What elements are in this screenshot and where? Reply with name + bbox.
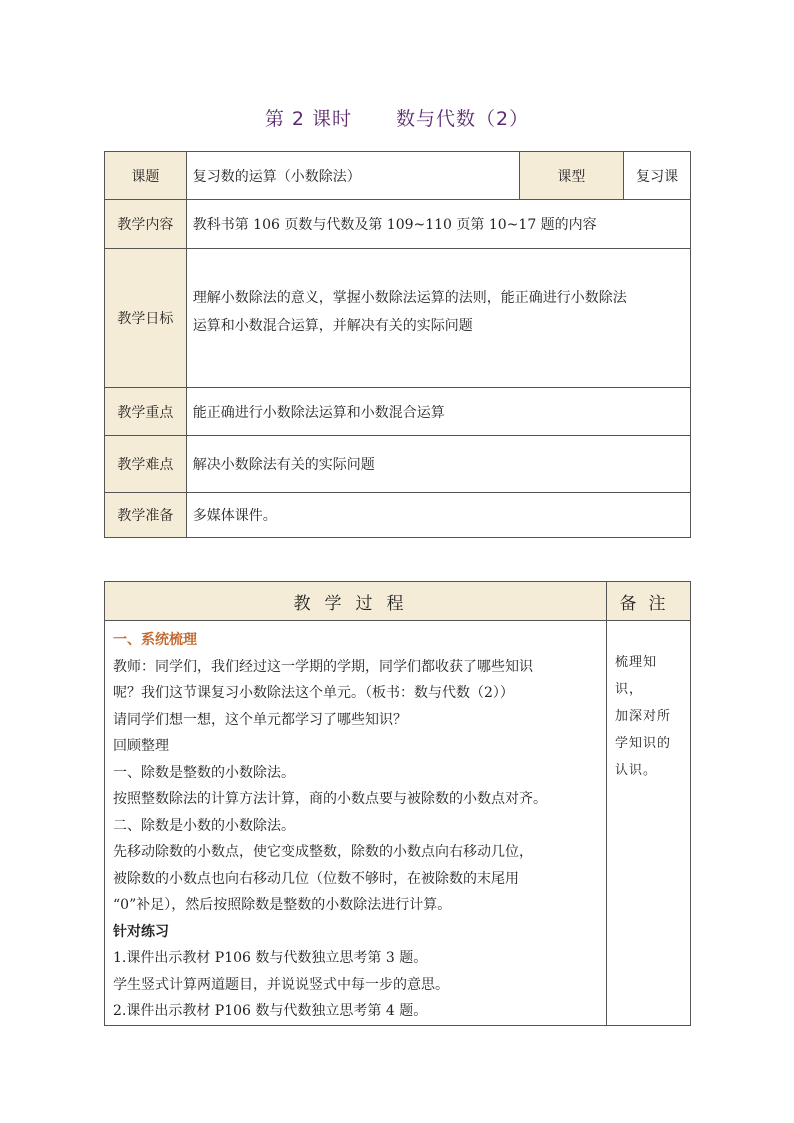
type-value: 复习课 xyxy=(624,152,691,200)
key-label: 教学重点 xyxy=(105,388,187,436)
key-row xyxy=(105,388,691,436)
goal-line: 理解小数除法的意义，掌握小数除法运算的法则，能正确进行小数除法 xyxy=(192,290,627,306)
process-line: 回顾整理 xyxy=(113,738,169,754)
process-line: 被除数的小数点也向右移动几位（位数不够时，在被除数的末尾用 xyxy=(113,870,519,887)
key-value: 能正确进行小数除法运算和小数混合运算 xyxy=(186,388,690,436)
process-line: 先移动除数的小数点，使它变成整数，除数的小数点向右移动几位， xyxy=(113,844,533,860)
process-header: 教学过程 xyxy=(105,582,607,621)
process-line: 二、除数是小数的小数除法。 xyxy=(113,817,295,834)
content-value: 教科书第 106 页数与代数及第 109~110 页第 10~17 题的内容 xyxy=(186,200,690,249)
prep-value: 多媒体课件。 xyxy=(186,493,690,538)
topic-label: 课题 xyxy=(105,152,187,200)
topic-row xyxy=(105,152,691,200)
content-label: 教学内容 xyxy=(105,200,187,249)
difficulty-value: 解决小数除法有关的实际问题 xyxy=(186,436,690,493)
goal-value xyxy=(186,249,690,388)
goal-line: 运算和小数混合运算，并解决有关的实际问题 xyxy=(192,318,473,334)
content-row xyxy=(105,200,691,249)
note-line: 梳理知识， xyxy=(615,655,658,697)
lesson-info-table xyxy=(104,151,691,538)
prep-row xyxy=(105,493,691,538)
topic-value: 复习数的运算（小数除法） xyxy=(186,152,519,200)
lesson-number: 第 2 课时 xyxy=(264,108,353,130)
practice-line: 学生竖式计算两道题目，并说说竖式中每一步的意思。 xyxy=(113,976,449,993)
process-line: 呢？我们这节课复习小数除法这个单元。（板书：数与代数（2）） xyxy=(113,685,514,701)
process-body-row xyxy=(105,621,691,1026)
page-title xyxy=(0,104,794,131)
lesson-topic: 数与代数（2） xyxy=(396,108,530,130)
process-line: 一、除数是整数的小数除法。 xyxy=(113,764,295,781)
goal-label: 教学日标 xyxy=(105,249,187,388)
teaching-process-table xyxy=(104,581,691,1026)
process-content xyxy=(105,621,607,1026)
process-line: 请同学们想一想，这个单元都学习了哪些知识？ xyxy=(113,711,407,728)
section-title: 一、系统梳理 xyxy=(113,632,197,648)
note-header: 备注 xyxy=(607,582,691,621)
process-header-row xyxy=(105,582,691,621)
process-line: “0”补足），然后按照除数是整数的小数除法进行计算。 xyxy=(113,897,452,913)
note-content xyxy=(607,621,691,1026)
difficulty-label: 教学难点 xyxy=(105,436,187,493)
practice-line: 2.课件出示教材 P106 数与代数独立思考第 4 题。 xyxy=(113,1003,428,1019)
process-line: 按照整数除法的计算方法计算，商的小数点要与被除数的小数点对齐。 xyxy=(113,791,547,807)
note-line: 加深对所 xyxy=(615,709,672,724)
difficulty-row xyxy=(105,436,691,493)
process-line: 教师：同学们，我们经过这一学期的学期，同学们都收获了哪些知识 xyxy=(113,658,533,675)
goal-row xyxy=(105,249,691,388)
type-label: 课型 xyxy=(519,152,624,200)
note-line: 认识。 xyxy=(615,763,658,778)
practice-title: 针对练习 xyxy=(113,923,169,940)
note-line: 学知识的 xyxy=(615,736,672,751)
practice-line: 1.课件出示教材 P106 数与代数独立思考第 3 题。 xyxy=(113,950,428,966)
prep-label: 教学准备 xyxy=(105,493,187,538)
